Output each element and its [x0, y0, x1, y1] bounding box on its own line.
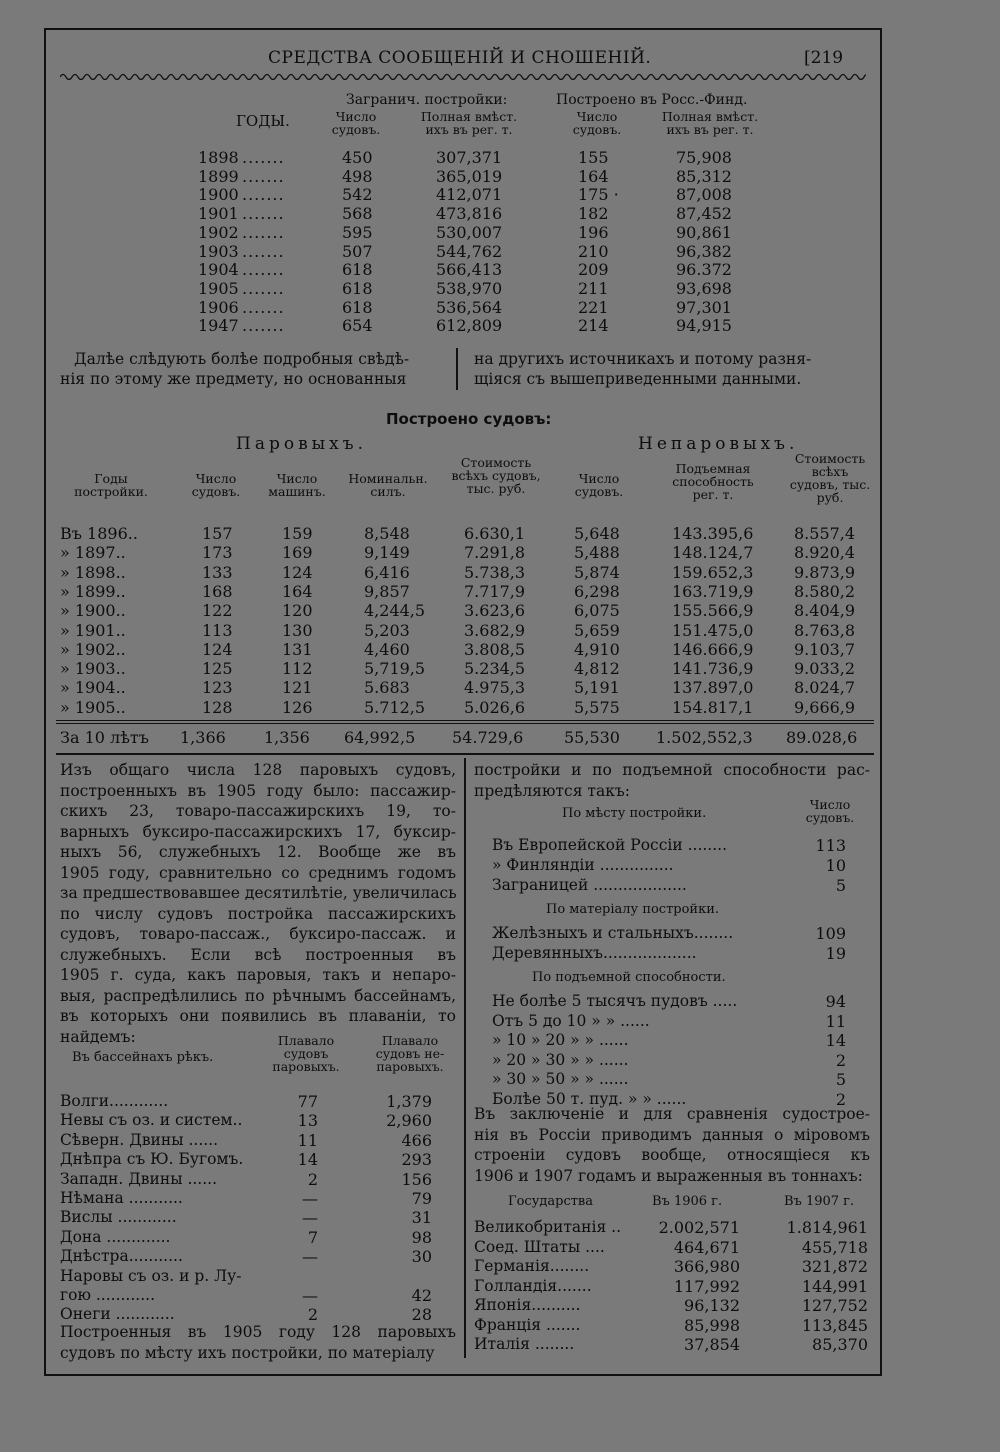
- basin-nonsteam: 466: [401, 1130, 432, 1150]
- t2-count: 133: [202, 562, 233, 582]
- world-state: Германія........: [474, 1257, 590, 1275]
- t2-np-count: 5,191: [574, 678, 620, 698]
- t1-russia-cap: 87,452: [676, 204, 732, 224]
- t1-russia-count: 210: [578, 241, 609, 261]
- t1-russia-count: 155: [578, 148, 609, 167]
- left-paragraph-1-line: по числу судовъ постройка пассажирскихъ: [60, 904, 456, 923]
- t2-np-lift: 146.666,9: [672, 639, 754, 659]
- t1-russia-group-header: Построено въ Росс.-Финд.: [556, 92, 748, 108]
- t1-abroad-count: 450: [342, 148, 373, 167]
- basin-nonsteam: 2,960: [386, 1111, 432, 1131]
- t1-leader-dots: .......: [242, 204, 285, 224]
- t2-total-np-cost: 89.028,6: [786, 728, 858, 747]
- world-1906: 366,980: [673, 1257, 740, 1276]
- t2-hp: 4,244,5: [364, 601, 426, 621]
- t2-np-count: 4,812: [574, 659, 620, 679]
- t2-np-cost-header: Стоимость всѣхъ судовъ, тыс. руб.: [789, 451, 871, 505]
- left-paragraph-1-line: судовъ, товаро-пассаж., буксиро-пассаж. и: [60, 925, 456, 943]
- world-1906: 96,132: [684, 1296, 740, 1315]
- world-1907: 144,991: [801, 1276, 868, 1296]
- t1-russia-count: 221: [578, 297, 609, 317]
- t1-abroad-cap: 536,564: [436, 297, 503, 317]
- t1-year: 1906: [198, 297, 239, 317]
- running-header-title: СРЕДСТВА СООБЩЕНІЙ И СНОШЕНІЙ.: [268, 48, 652, 68]
- t1-russia-count-header: Число судовъ.: [572, 109, 622, 137]
- t2-machines: 121: [282, 678, 313, 698]
- t2-cost: 7.291,8: [464, 543, 526, 563]
- t2-count: 157: [202, 524, 233, 543]
- t2-year: » 1902..: [60, 639, 126, 659]
- t1-abroad-count: 498: [342, 166, 373, 186]
- t1-abroad-cap: 530,007: [436, 222, 503, 242]
- lift-value: 94: [825, 992, 846, 1011]
- t2-np-cost: 9.033,2: [794, 659, 856, 679]
- t2-hp: 9,857: [364, 581, 410, 601]
- t1-year: 1947: [198, 316, 239, 336]
- t2-cost: 4.975,3: [464, 678, 526, 698]
- t2-cost-header: Стоимость всѣхъ судовъ, тыс. руб.: [451, 455, 541, 496]
- t2-np-lift: 137.897,0: [672, 678, 754, 698]
- t2-machines: 164: [282, 581, 313, 601]
- t2-total-hp: 64,992,5: [344, 728, 416, 747]
- t2-total-np-lift: 1.502,552,3: [656, 728, 753, 747]
- t2-np-lift: 148.124,7: [672, 543, 754, 563]
- basin-steam: —: [302, 1208, 318, 1228]
- t2-np-cost: 8.763,8: [794, 620, 856, 640]
- t1-russia-cap: 90,861: [676, 222, 732, 242]
- t2-title: Построено судовъ:: [386, 410, 552, 428]
- basin-name: Западн. Двины ......: [60, 1169, 218, 1188]
- t2-count: 168: [202, 581, 233, 601]
- t2-np-count: 5,488: [574, 543, 620, 563]
- t2-cost: 7.717,9: [464, 581, 526, 601]
- place-header: По мѣсту постройки.: [562, 806, 707, 821]
- basin-nonsteam: 98: [411, 1227, 432, 1247]
- t2-machines: 120: [282, 601, 313, 621]
- t1-years-header: ГОДЫ.: [236, 112, 290, 130]
- t1-russia-cap: 93,698: [676, 278, 732, 298]
- t1-abroad-cap: 538,970: [436, 278, 503, 298]
- t2-np-cost: 8.024,7: [794, 678, 856, 698]
- t2-machines: 130: [282, 620, 313, 640]
- t1-abroad-count: 618: [342, 278, 373, 298]
- t2-year: » 1903..: [60, 659, 126, 679]
- t1-leader-dots: .......: [242, 241, 285, 261]
- t2-year: » 1905..: [60, 697, 126, 717]
- t1-russia-count: 211: [578, 278, 609, 298]
- t1-russia-count: 209: [578, 260, 609, 280]
- basin-steam: 7: [307, 1227, 318, 1247]
- t2-np-count: 6,298: [574, 581, 620, 601]
- t1-russia-count: 196: [578, 222, 609, 242]
- t2-hp: 5,203: [364, 620, 410, 640]
- world-state: Японія..........: [474, 1296, 581, 1314]
- t2-hp-header: Номинальн. силъ.: [348, 471, 428, 499]
- t2-count: 123: [202, 678, 233, 698]
- world-1907: 1.814,961: [786, 1218, 868, 1237]
- t2-count: 122: [202, 601, 233, 621]
- t2-cost: 3.623,6: [464, 601, 526, 621]
- world-1907-header: Въ 1907 г.: [784, 1194, 855, 1209]
- basin-name: Нѣмана ...........: [60, 1189, 183, 1207]
- t1-abroad-count: 595: [342, 222, 373, 242]
- t1-leader-dots: .......: [242, 185, 285, 205]
- left-paragraph-2-line: судовъ по мѣсту ихъ постройки, по матеріалу: [60, 1343, 435, 1362]
- t2-machines: 126: [282, 697, 313, 717]
- t2-total-np-count: 55,530: [564, 728, 620, 747]
- t1-russia-cap: 85,312: [676, 166, 732, 186]
- material-label: Желѣзныхъ и стальныхъ........: [492, 924, 734, 942]
- world-1906-header: Въ 1906 г.: [652, 1194, 723, 1209]
- t2-np-lift: 151.475,0: [672, 620, 754, 640]
- t2-np-lift: 163.719,9: [672, 581, 754, 601]
- t1-abroad-count: 618: [342, 297, 373, 317]
- page-frame: [44, 28, 882, 1376]
- lift-label: Не болѣе 5 тысячъ пудовъ .....: [492, 992, 738, 1010]
- place-label: Въ Европейской Россіи ........: [492, 836, 728, 854]
- basin-name: Волги............: [60, 1092, 169, 1110]
- left-paragraph-1-line: варныхъ буксиро-пассажирскихъ 17, буксир-: [60, 822, 456, 841]
- world-state: Великобританія ..: [474, 1218, 622, 1236]
- world-1907: 455,718: [801, 1237, 868, 1257]
- world-1906: 2.002,571: [658, 1218, 740, 1237]
- basin-steam-header: Плавало судовъ паровыхъ.: [272, 1033, 340, 1074]
- t2-steam-group: Паровыхъ.: [236, 434, 367, 454]
- lift-label: Болѣе 50 т. пуд. » » ......: [492, 1089, 687, 1108]
- lift-label: » 30 » 50 » » ......: [492, 1070, 629, 1088]
- t2-np-cost: 8.404,9: [794, 601, 856, 621]
- world-1907: 113,845: [801, 1315, 868, 1335]
- t2-year: » 1904..: [60, 678, 126, 698]
- t1-russia-cap: 87,008: [676, 185, 732, 205]
- left-paragraph-1-line: служебныхъ. Если всѣ построенныя въ: [60, 945, 456, 964]
- t1-leader-dots: .......: [242, 260, 285, 280]
- basin-nonsteam: 42: [411, 1286, 432, 1305]
- page-number: [219: [804, 48, 844, 68]
- t1-russia-count: 175 ·: [578, 185, 619, 205]
- t2-year: Въ 1896..: [60, 524, 138, 543]
- place-value: 10: [825, 856, 846, 875]
- basin-nonsteam: 156: [401, 1169, 432, 1189]
- world-1906: 464,671: [673, 1237, 740, 1257]
- t2-np-count: 5,659: [574, 620, 620, 640]
- basin-nonsteam: 31: [411, 1208, 432, 1228]
- basin-name: Днѣстра...........: [60, 1247, 183, 1266]
- world-1907: 85,370: [812, 1335, 868, 1354]
- t1-leader-dots: .......: [242, 166, 285, 186]
- t2-np-count: 4,910: [574, 639, 620, 659]
- lift-label: » 20 » 30 » » ......: [492, 1050, 629, 1069]
- left-paragraph-1-line: 1905 г. суда, какъ паровыя, такъ и непаро-: [60, 966, 456, 984]
- t2-hp: 5.712,5: [364, 697, 426, 717]
- world-1907: 321,872: [801, 1257, 868, 1276]
- basin-name: Дона .............: [60, 1227, 171, 1246]
- t2-np-count-header: Число судовъ.: [574, 471, 624, 499]
- t1-abroad-count-header: Число судовъ.: [331, 109, 381, 137]
- t2-total-label: За 10 лѣтъ: [60, 728, 149, 747]
- t1-abroad-cap: 365,019: [436, 166, 503, 186]
- basin-nonsteam: 293: [401, 1150, 432, 1170]
- basin-name: Невы съ оз. и систем..: [60, 1111, 243, 1130]
- t1-leader-dots: .......: [242, 148, 285, 167]
- t2-np-count: 5,648: [574, 524, 620, 543]
- left-paragraph-1-line: построенныхъ въ 1905 году было: пассажир-: [60, 781, 456, 800]
- t1-leader-dots: .......: [242, 316, 285, 336]
- t2-total-count: 1,366: [180, 728, 226, 747]
- left-paragraph-2: [60, 1322, 456, 1363]
- t1-year: 1901: [198, 204, 239, 224]
- basin-name: Сѣверн. Двины ......: [60, 1130, 219, 1149]
- t1-russia-cap-header: Полная вмѣст. ихъ въ рег. т.: [661, 109, 759, 137]
- t2-np-cost: 9,666,9: [794, 697, 856, 717]
- t1-leader-dots: .......: [242, 297, 285, 317]
- basin-steam: 2: [307, 1305, 318, 1325]
- t2-cost: 5.234,5: [464, 659, 526, 679]
- right-conclusion-line: 1906 и 1907 годамъ и выраженныя въ тоннахъ:: [474, 1166, 863, 1185]
- basin-nonsteam: 1,379: [386, 1092, 432, 1111]
- right-intro-line: предѣляются такъ:: [474, 781, 630, 800]
- t1-abroad-cap: 612,809: [436, 316, 503, 336]
- t1-abroad-cap: 544,762: [436, 241, 503, 261]
- t2-hp: 4,460: [364, 639, 410, 659]
- t2-total-rule-2: [56, 723, 874, 724]
- t2-cost: 3.808,5: [464, 639, 526, 659]
- t2-np-lift-header: Подъемная способность рег. т.: [672, 461, 754, 502]
- place-value: 5: [835, 876, 846, 895]
- t2-total-machines: 1,356: [264, 728, 310, 747]
- t2-year: » 1897..: [60, 543, 126, 563]
- world-1906: 117,992: [673, 1276, 740, 1296]
- t2-cost: 5.026,6: [464, 697, 526, 717]
- basin-steam: 14: [297, 1150, 318, 1170]
- place-label: » Финляндіи ...............: [492, 856, 674, 874]
- t2-count: 128: [202, 697, 233, 717]
- t1-abroad-count: 542: [342, 185, 373, 205]
- t2-hp: 6,416: [364, 562, 410, 582]
- t1-russia-cap: 94,915: [676, 316, 732, 336]
- material-value: 19: [825, 944, 846, 963]
- lift-label: » 10 » 20 » » ......: [492, 1031, 629, 1049]
- left-paragraph-1-line: 1905 году, сравнительно со среднимъ годомъ: [60, 863, 456, 882]
- t1-abroad-cap: 566,413: [436, 260, 503, 280]
- t2-count: 125: [202, 659, 233, 679]
- material-value: 109: [815, 924, 846, 943]
- world-state: Франція .......: [474, 1315, 581, 1334]
- t2-hp: 8,548: [364, 524, 410, 543]
- t2-year: » 1899..: [60, 581, 126, 601]
- basin-name: Днѣпра съ Ю. Бугомъ.: [60, 1150, 244, 1169]
- basin-nonsteam: 79: [411, 1189, 432, 1208]
- t2-year: » 1900..: [60, 601, 126, 621]
- right-intro-line: постройки и по подъемной способности рас-: [474, 761, 870, 779]
- t1-russia-cap: 96,382: [676, 241, 732, 261]
- t2-years-header: Годы постройки.: [74, 471, 148, 499]
- t2-np-cost: 9.103,7: [794, 639, 856, 659]
- basin-nonsteam: 30: [411, 1247, 432, 1267]
- lift-value: 11: [825, 1011, 846, 1031]
- t2-np-count: 5,575: [574, 697, 620, 717]
- basin-steam: —: [302, 1189, 318, 1208]
- basin-name: гою ............: [60, 1286, 155, 1304]
- world-1907: 127,752: [801, 1296, 868, 1315]
- lift-label: Отъ 5 до 10 » » ......: [492, 1011, 650, 1030]
- lift-header: По подъемной способности.: [532, 970, 726, 985]
- t2-machines: 124: [282, 562, 313, 582]
- t2-count: 113: [202, 620, 233, 640]
- t2-np-cost: 8.557,4: [794, 524, 856, 543]
- t1-leader-dots: .......: [242, 222, 285, 242]
- basin-name: Онеги ............: [60, 1305, 175, 1324]
- left-paragraph-1-line: скихъ 23, товаро-пассажирскихъ 19, то-: [60, 802, 456, 820]
- right-conclusion: [474, 1104, 870, 1186]
- t1-abroad-count: 507: [342, 241, 373, 261]
- t2-machines: 131: [282, 639, 313, 659]
- t2-machines: 112: [282, 659, 313, 679]
- t1-year: 1899: [198, 166, 239, 186]
- left-paragraph-1-line: ныхъ 56, служебныхъ 12. Вообще же въ: [60, 843, 456, 861]
- t2-total-rule-1: [56, 720, 874, 721]
- t2-hp: 5.683: [364, 678, 410, 698]
- basin-name: Вислы ............: [60, 1208, 177, 1227]
- t2-year: » 1898..: [60, 562, 126, 582]
- basin-steam: 11: [297, 1130, 318, 1150]
- t2-np-lift: 143.395,6: [672, 524, 754, 543]
- t2-np-cost: 9.873,9: [794, 562, 856, 582]
- t1-year: 1898: [198, 148, 239, 167]
- t1-abroad-cap: 307,371: [436, 148, 503, 167]
- column-divider: [464, 758, 466, 1358]
- lift-value: 14: [825, 1031, 846, 1050]
- t1-year: 1905: [198, 278, 239, 298]
- wavy-rule: [60, 70, 866, 84]
- t2-np-lift: 159.652,3: [672, 562, 754, 582]
- basin-header: Въ бассейнахъ рѣкъ.: [72, 1050, 214, 1065]
- t2-cost: 5.738,3: [464, 562, 526, 582]
- t1-russia-count: 164: [578, 166, 609, 186]
- t2-machines: 169: [282, 543, 313, 563]
- t2-nonsteam-group: Непаровыхъ.: [638, 434, 799, 454]
- t2-machines: 159: [282, 524, 313, 543]
- t1-abroad-count: 654: [342, 316, 373, 336]
- t1-leader-dots: .......: [242, 278, 285, 298]
- t2-machines-header: Число машинъ.: [268, 471, 326, 499]
- t1-year: 1904: [198, 260, 239, 280]
- left-paragraph-1-line: въ которыхъ они появились въ плаваніи, то: [60, 1007, 456, 1025]
- material-label: Деревянныхъ...................: [492, 944, 697, 962]
- left-paragraph-1-line: найдемъ:: [60, 1027, 136, 1046]
- basin-steam: 13: [297, 1111, 318, 1131]
- left-paragraph-1: [60, 760, 456, 1047]
- lift-value: 2: [835, 1089, 846, 1109]
- t1-russia-cap: 97,301: [676, 297, 732, 317]
- t2-np-lift: 141.736,9: [672, 659, 754, 679]
- t1-russia-cap: 75,908: [676, 148, 732, 167]
- t2-total-cost: 54.729,6: [452, 728, 524, 747]
- lift-value: 5: [835, 1070, 846, 1089]
- left-paragraph-1-line: Изъ общаго числа 128 паровыхъ судовъ,: [60, 761, 456, 779]
- right-conclusion-line: нія въ Россіи приводимъ данныя о міровомъ: [474, 1125, 870, 1144]
- left-paragraph-2-line: Построенныя въ 1905 году 128 паровыхъ: [60, 1323, 456, 1341]
- place-label: Заграницей ...................: [492, 876, 687, 894]
- world-state-header: Государства: [508, 1194, 593, 1209]
- place-value: 113: [815, 836, 846, 855]
- basin-steam: —: [302, 1286, 318, 1305]
- basin-nonsteam: 28: [411, 1305, 432, 1325]
- basin-nonsteam-header: Плавало судовъ не-паровыхъ.: [375, 1033, 445, 1074]
- note-divider: [456, 348, 458, 390]
- t2-np-lift: 155.566,9: [672, 601, 754, 621]
- t1-year: 1903: [198, 241, 239, 261]
- t2-year: » 1901..: [60, 620, 126, 640]
- t1-abroad-count: 618: [342, 260, 373, 280]
- count-header: Число судовъ.: [805, 797, 855, 825]
- t2-hp: 5,719,5: [364, 659, 426, 679]
- material-header: По матеріалу постройки.: [546, 902, 720, 917]
- t2-count: 124: [202, 639, 233, 659]
- note-left-line-1: Далѣе слѣдують болѣе подробныя свѣдѣ-: [74, 350, 410, 368]
- t2-cost: 6.630,1: [464, 524, 526, 543]
- t2-np-cost: 8.580,2: [794, 581, 856, 601]
- t1-russia-cap: 96.372: [676, 260, 732, 280]
- world-state: Голландія.......: [474, 1276, 592, 1295]
- t2-bottom-rule: [56, 753, 874, 755]
- basin-steam: —: [302, 1247, 318, 1267]
- basin-steam: 2: [307, 1169, 318, 1189]
- left-paragraph-1-line: за предшествовавшее десятилѣтіе, увеличилась: [60, 884, 457, 902]
- world-1906: 37,854: [684, 1335, 740, 1354]
- t2-cost: 3.682,9: [464, 620, 526, 640]
- t1-abroad-cap: 412,071: [436, 185, 503, 205]
- right-intro: [474, 760, 870, 801]
- t2-np-cost: 8.920,4: [794, 543, 856, 563]
- t1-abroad-cap: 473,816: [436, 204, 503, 224]
- t1-abroad-cap-header: Полная вмѣст. ихъ въ рег. т.: [420, 109, 518, 137]
- t2-np-count: 6,075: [574, 601, 620, 621]
- t1-abroad-count: 568: [342, 204, 373, 224]
- right-conclusion-line: строеніи судовъ вообще, относящіеся къ: [474, 1146, 870, 1164]
- t2-count: 173: [202, 543, 233, 563]
- note-left-line-2: нія по этому же предмету, но основанныя: [60, 370, 407, 388]
- t1-year: 1902: [198, 222, 239, 242]
- t1-russia-count: 182: [578, 204, 609, 224]
- t1-year: 1900: [198, 185, 239, 205]
- lift-value: 2: [835, 1050, 846, 1070]
- basin-name: Наровы съ оз. и р. Лу-: [60, 1266, 242, 1285]
- world-state: Соед. Штаты ....: [474, 1237, 605, 1256]
- world-1906: 85,998: [684, 1315, 740, 1335]
- t2-count-header: Число судовъ.: [191, 471, 241, 499]
- t1-russia-count: 214: [578, 316, 609, 336]
- page-content: [46, 30, 880, 1374]
- t2-np-lift: 154.817,1: [672, 697, 754, 717]
- world-state: Италія ........: [474, 1335, 575, 1353]
- t1-abroad-group-header: Загранич. постройки:: [346, 92, 508, 108]
- left-paragraph-1-line: выя, распредѣлились по рѣчнымъ бассейнамъ,: [60, 986, 456, 1005]
- t2-hp: 9,149: [364, 543, 410, 563]
- t2-np-count: 5,874: [574, 562, 620, 582]
- note-right-line-2: щіяся съ вышеприведенными данными.: [474, 370, 802, 388]
- basin-steam: 77: [297, 1092, 318, 1111]
- right-conclusion-line: Въ заключеніе и для сравненія судострое-: [474, 1105, 870, 1123]
- note-right-line-1: на другихъ источникахъ и потому разня-: [474, 350, 812, 368]
